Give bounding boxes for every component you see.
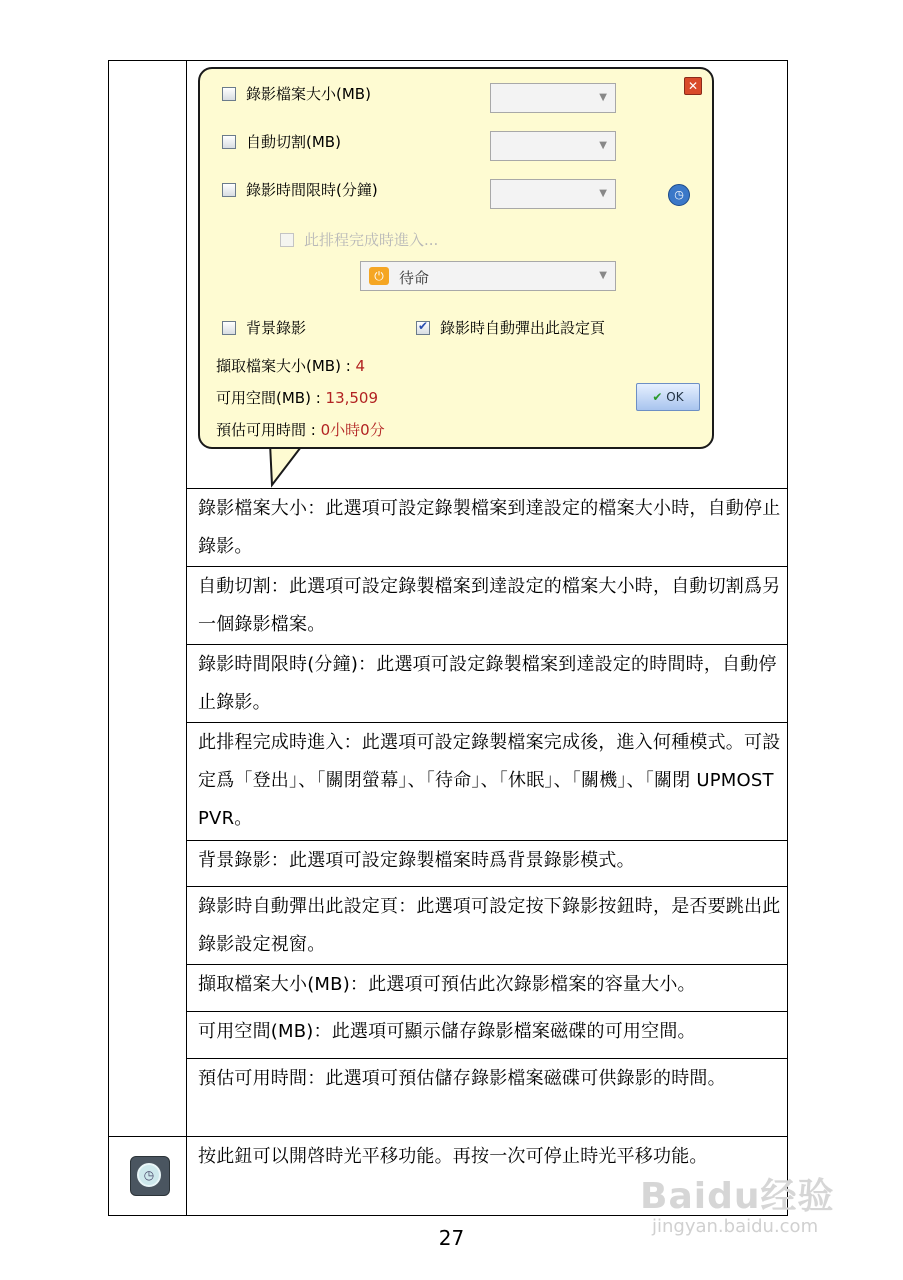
description-auto-split: 自動切割：此選項可設定錄製檔案到達設定的檔案大小時，自動切割爲另一個錄影檔案。 (198, 576, 781, 635)
close-icon[interactable]: ✕ (684, 77, 702, 95)
row-divider (186, 886, 788, 887)
available-space-value: 13,509 (325, 389, 379, 407)
baidu-watermark-logo: Baidu经验 (640, 1176, 835, 1217)
ok-button[interactable] (636, 383, 700, 411)
description-estimated-time: 預估可用時間：此選項可預估儲存錄影檔案磁碟可供錄影的時間。 (198, 1068, 726, 1089)
description-time-limit: 錄影時間限時(分鐘)：此選項可設定錄製檔案到達設定的時間時，自動停止錄影。 (198, 654, 777, 713)
table-border-left (108, 60, 109, 1216)
description-background: 背景錄影：此選項可設定錄製檔案時爲背景錄影模式。 (198, 850, 635, 871)
description-timeshift: 按此鈕可以開啓時光平移功能。再按一次可停止時光平移功能。 (198, 1146, 708, 1167)
estimated-time-row (216, 419, 385, 440)
chevron-down-icon: ▼ (599, 188, 607, 199)
auto-split-checkbox[interactable] (222, 135, 236, 149)
row-divider (186, 964, 788, 965)
clock-icon[interactable]: ◷ (668, 184, 690, 206)
row-divider (186, 1058, 788, 1059)
background-recording-checkbox[interactable] (222, 321, 236, 335)
description-auto-popup: 錄影時自動彈出此設定頁：此選項可設定按下錄影按鈕時，是否要跳出此錄影設定視窗。 (198, 896, 781, 955)
chevron-down-icon: ▼ (599, 92, 607, 103)
chevron-down-icon: ▼ (599, 270, 607, 281)
time-limit-select[interactable] (490, 179, 616, 209)
power-icon: ⏻ (369, 267, 389, 285)
chevron-down-icon: ▼ (599, 140, 607, 151)
on-complete-value: 待命 (399, 269, 430, 287)
background-recording-label: 背景錄影 (246, 319, 307, 337)
page-number: 27 (438, 1226, 465, 1250)
description-capture-size: 擷取檔案大小(MB)：此選項可預估此次錄影檔案的容量大小。 (198, 974, 696, 995)
description-on-complete: 此排程完成時進入：此選項可設定錄製檔案完成後，進入何種模式。可設定爲「登出」、「關閉螢幕」、「待命」、「休眠」、「關機」、「關閉 UPMOST PVR。 (198, 732, 781, 829)
file-size-checkbox[interactable] (222, 87, 236, 101)
capture-size-value: 4 (355, 357, 366, 375)
capture-size-row (216, 355, 365, 376)
auto-split-label: 自動切割(MB) (246, 133, 341, 151)
estimated-time-label: 預估可用時間 : (216, 421, 321, 439)
auto-popup-label: 錄影時自動彈出此設定頁 (440, 319, 606, 337)
auto-popup-checkbox[interactable] (416, 321, 430, 335)
recording-settings-dialog (198, 67, 714, 449)
table-border-top (108, 60, 788, 61)
table-border-right (787, 60, 788, 1216)
check-icon: ✔ (652, 390, 663, 404)
file-size-label: 錄影檔案大小(MB) (246, 85, 371, 103)
table-column-divider (186, 60, 187, 1216)
row-divider (186, 644, 788, 645)
file-size-select[interactable] (490, 83, 616, 113)
row-divider (186, 566, 788, 567)
description-available-space: 可用空間(MB)：此選項可顯示儲存錄影檔案磁碟的可用空間。 (198, 1021, 696, 1042)
auto-split-select[interactable] (490, 131, 616, 161)
on-complete-checkbox[interactable] (280, 233, 294, 247)
row-divider (186, 1011, 788, 1012)
ok-label: OK (666, 390, 684, 404)
baidu-watermark-url: jingyan.baidu.com (652, 1216, 819, 1237)
clock-face-icon: ◷ (137, 1163, 161, 1187)
on-complete-label: 此排程完成時進入... (304, 231, 439, 249)
time-limit-label: 錄影時間限時(分鐘) (246, 181, 378, 199)
row-divider (186, 840, 788, 841)
on-complete-select[interactable] (360, 261, 616, 291)
description-file-size: 錄影檔案大小：此選項可設定錄製檔案到達設定的檔案大小時，自動停止錄影。 (198, 498, 781, 557)
estimated-time-value: 0小時0分 (320, 421, 385, 439)
capture-size-label: 擷取檔案大小(MB) : (216, 357, 356, 375)
available-space-label: 可用空間(MB) : (216, 389, 326, 407)
available-space-row (216, 387, 378, 408)
row-divider-full (108, 1136, 788, 1137)
timeshift-clock-icon (130, 1156, 170, 1196)
row-divider (186, 722, 788, 723)
time-limit-checkbox[interactable] (222, 183, 236, 197)
